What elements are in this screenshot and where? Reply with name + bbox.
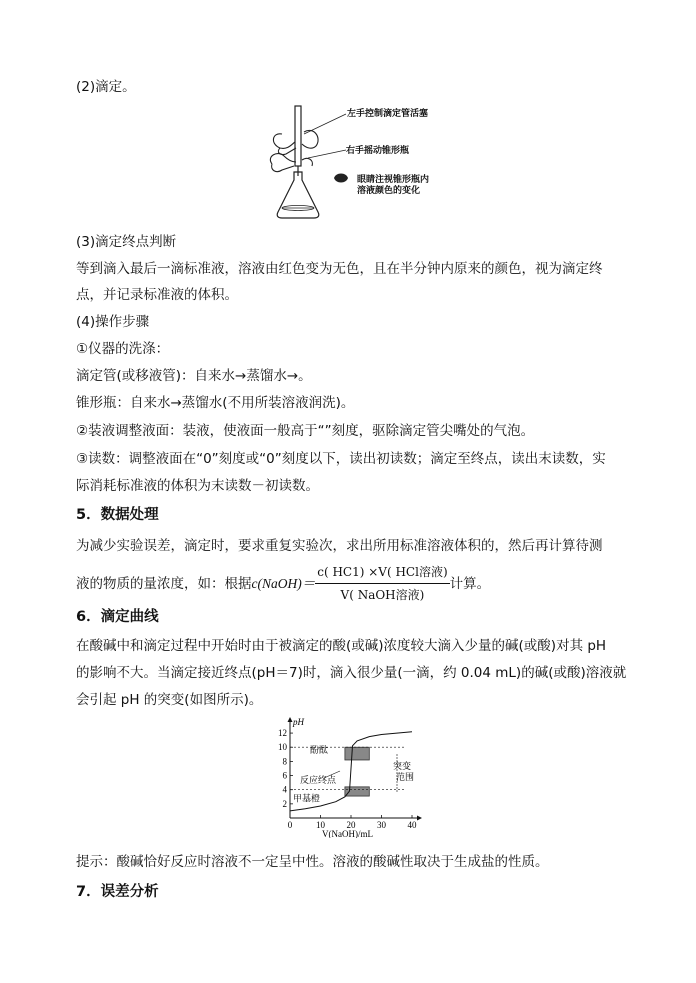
y-tick-label: 4	[282, 784, 287, 795]
indicator-box	[345, 747, 369, 760]
indicator-label: 甲基橙	[293, 793, 321, 804]
x-axis-arrow	[417, 816, 422, 821]
x-tick-label: 20	[346, 820, 356, 830]
y-tick-label: 2	[282, 798, 287, 809]
wash-buret: 滴定管(或移液管)：自来水→蒸馏水→。	[76, 368, 312, 384]
curve-line3: 会引起 pH 的突变(如图所示)。	[76, 692, 263, 708]
x-axis-label: V(NaOH)/mL	[322, 829, 373, 838]
label-left-hand: 左手控制滴定管活塞	[347, 109, 429, 119]
y-axis-arrow	[288, 717, 293, 722]
titration-heading: (2)滴定。	[76, 79, 136, 95]
data-processing-line1: 为减少实验误差，滴定时，要求重复实验次，求出所用标准溶液体积的，然后再计算待测	[76, 538, 603, 554]
titration-illustration	[262, 104, 462, 224]
load-liquid: ②装液调整液面：装液，使液面一般高于“”刻度，驱除滴定管尖嘴处的气泡。	[76, 423, 535, 439]
y-tick-label: 8	[282, 756, 287, 767]
y-tick-label: 10	[278, 742, 287, 753]
y-tick-label: 6	[282, 770, 287, 781]
steps-heading: (4)操作步骤	[76, 314, 150, 330]
formula-line	[76, 562, 490, 605]
formula-fraction	[315, 562, 449, 605]
curve-heading: 6．滴定曲线	[76, 609, 159, 625]
formula-suffix: 计算。	[449, 575, 491, 592]
y-tick-label: 12	[278, 728, 287, 739]
data-processing-heading: 5．数据处理	[76, 507, 159, 523]
curve-line2: 的影响不大。当滴定接近终点(pH＝7)时，滴入很少量(一滴，约 0.04 mL)的碱(或酸)溶液就	[76, 665, 627, 681]
indicator-box	[345, 787, 369, 796]
chart-svg	[262, 716, 442, 838]
wash-title: ①仪器的洗涤：	[76, 341, 170, 357]
curve-line1: 在酸碱中和滴定过程中开始时由于被滴定的酸(或碱)浓度较大滴入少量的碱(或酸)对其 pH	[76, 638, 607, 654]
hint-text: 提示：酸碱恰好反应时溶液不一定呈中性。溶液的酸碱性取决于生成盐的性质。	[76, 854, 549, 870]
reading-line1: ③读数：调整液面在“0”刻度或“0”刻度以下，读出初读数；滴定至终点，读出末读数，实	[76, 451, 606, 467]
formula-lhs: c(NaOH)＝	[251, 575, 316, 591]
x-tick-label: 10	[316, 820, 325, 830]
x-tick-label: 30	[377, 820, 386, 830]
titration-curve-chart	[262, 716, 442, 838]
indicator-label: 酚酞	[310, 744, 329, 755]
annotation-jump: 突变	[393, 761, 412, 771]
formula-denominator: V( NaOH溶液)	[340, 588, 425, 602]
annotation-range: 范围	[396, 772, 415, 782]
reading-line2: 际消耗标准液的体积为末读数－初读数。	[76, 478, 319, 494]
label-eyes: 眼睛注视锥形瓶内	[357, 175, 430, 185]
endpoint-heading: (3)滴定终点判断	[76, 234, 177, 250]
formula-prefix: 液的物质的量浓度，如：根据	[76, 575, 252, 592]
formula-numerator: c( HC1) ×V( HCl溶液)	[315, 562, 449, 584]
x-tick-label: 0	[287, 820, 293, 830]
x-tick-label: 40	[407, 820, 417, 830]
titration-apparatus-drawing	[262, 104, 462, 224]
error-analysis-heading: 7．误差分析	[76, 884, 159, 900]
y-axis-label: pH	[293, 717, 304, 727]
endpoint-line2: 点，并记录标准液的体积。	[76, 287, 238, 303]
annotation-endpoint: 反应终点	[300, 775, 337, 785]
wash-flask: 锥形瓶：自来水→蒸馏水(不用所装溶液润洗)。	[76, 395, 355, 411]
endpoint-line1: 等到滴入最后一滴标准液，溶液由红色变为无色，且在半分钟内原来的颜色，视为滴定终	[76, 261, 603, 277]
label-color-change: 溶液颜色的变化	[357, 186, 421, 196]
label-right-hand: 右手摇动锥形瓶	[346, 146, 410, 156]
